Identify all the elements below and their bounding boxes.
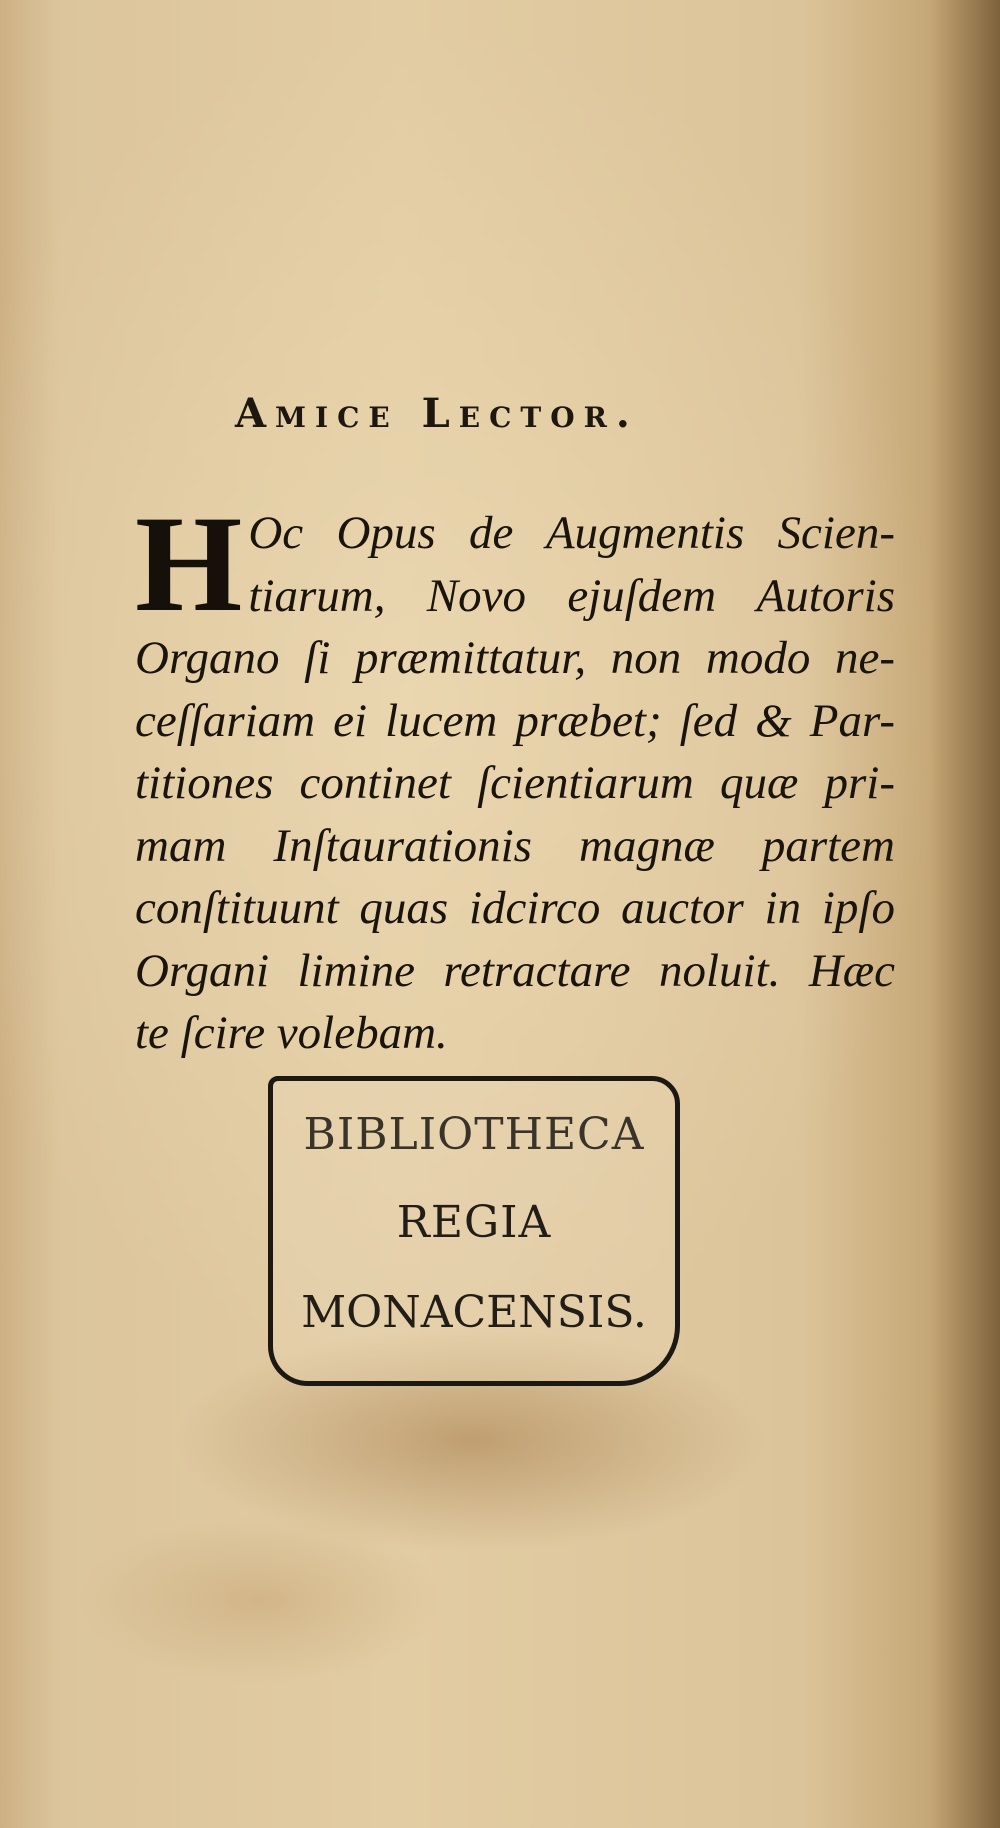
text-line: Oc Opus de Augmentis Scien- [248, 507, 895, 559]
text-line: Organi limine retractare noluit. Hæc [135, 944, 895, 997]
text-line: ceſſariam ei lucem præbet; ſed & Par- [135, 694, 895, 747]
body-text [135, 487, 895, 1065]
text-line: conſtituunt quas idcirco auctor in ipſo [135, 882, 895, 934]
text-line: te ſcire volebam. [135, 1007, 448, 1059]
page-heading: Amice Lector. [235, 390, 639, 437]
library-stamp [268, 1076, 680, 1386]
stamp-line-3: MONACENSIS. [301, 1287, 647, 1338]
text-line: mam Inſtaurationis magnæ partem [135, 819, 895, 872]
text-line: Organo ſi præmittatur, non modo ne- [135, 632, 895, 684]
stamp-line-1: BIBLIOTHECA [303, 1109, 645, 1160]
drop-cap: H [135, 487, 243, 640]
text-line: titiones continet ſcientiarum quæ pri- [135, 757, 895, 809]
stamp-line-2: REGIA [396, 1197, 552, 1248]
text-line: tiarum, Novo ejuſdem Autoris [248, 569, 895, 622]
